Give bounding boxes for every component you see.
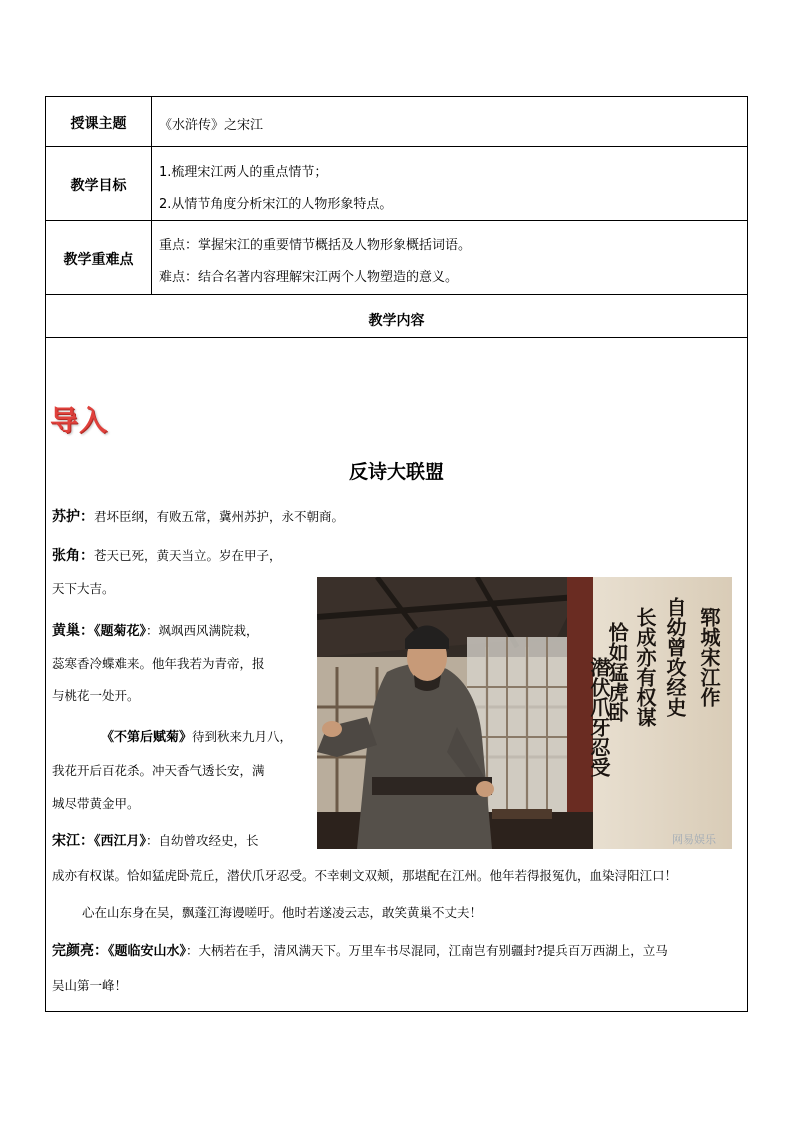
poem-title: 《西江月》: [94, 834, 147, 849]
poem-line: 成亦有权谋。恰如猛虎卧荒丘，潜伏爪牙忍受。不幸刺文双颊，那堪配在江州。他年若得报冤仇，血染浔阳江口！: [52, 868, 678, 883]
photo-watermark: 网易娱乐: [672, 833, 716, 846]
poem-suhu: [52, 509, 344, 525]
poem-text: ：自幼曾攻经史，长: [146, 833, 259, 848]
section-heading: 导入: [50, 404, 109, 437]
column-divider: [151, 97, 152, 294]
poem-text: 待到秋来九月八，: [192, 729, 293, 744]
lesson-table: [45, 96, 748, 1012]
poem-line: 我花开后百花杀。冲天香气透长安，满: [52, 763, 265, 778]
poem-title: 《不第后赋菊》: [101, 730, 193, 745]
calligraphy-column: 郓城宋江作: [697, 607, 721, 707]
poem-text: 君坏臣纲，有败五常，冀州苏护，永不朝商。: [94, 509, 345, 524]
author-name: 苏护：: [52, 509, 94, 525]
photo-illustration: [317, 577, 732, 849]
calligraphy-column: 自幼曾攻经史: [663, 597, 687, 717]
poem-title: 《题临安山水》: [108, 944, 187, 959]
goal-item-1: 1.梳理宋江两人的重点情节；: [159, 165, 328, 180]
goal-item-2: 2.从情节角度分析宋江的人物形象特点。: [159, 197, 393, 212]
key-points-label: 教学重难点: [63, 252, 134, 268]
poem-line: 天下大吉。: [52, 581, 115, 596]
difficult-point-item: 难点：结合名著内容理解宋江两个人物塑造的意义。: [159, 270, 459, 285]
calligraphy-column: 长成亦有权谋: [633, 607, 657, 727]
poem-text: ：大柄若在手，清风满天下。万里车书尽混同，江南岂有别疆封?提兵百万西湖上，立马: [186, 943, 668, 958]
calligraphy-column: 恰如猛虎卧: [605, 622, 629, 722]
row-divider: [46, 337, 747, 338]
topic-value: 《水浒传》之宋江: [159, 118, 264, 133]
poem-section-title: 反诗大联盟: [348, 461, 444, 483]
poem-line: 与桃花一处开。: [52, 688, 140, 703]
poem-wanyanliang: [52, 943, 668, 960]
author-name: 宋江：: [52, 833, 94, 849]
author-name: 张角：: [52, 548, 94, 564]
calligraphy-column: 潜伏爪牙忍受: [587, 657, 611, 777]
poem-huangchao-1: [52, 623, 259, 640]
poem-line: 心在山东身在吴，飘蓬江海谩嗟吁。他时若遂凌云志，敢笑黄巢不丈夫！: [82, 905, 483, 920]
author-name: 黄巢：: [52, 623, 94, 639]
author-name: 完颜亮：: [52, 943, 108, 959]
topic-label: 授课主题: [70, 116, 127, 132]
poem-line: 吴山第一峰！: [52, 978, 128, 993]
row-divider: [46, 294, 747, 295]
poem-line: 蕊寒香冷蝶难来。他年我若为青帝，报: [52, 656, 265, 671]
poem-huangchao-2: [101, 729, 292, 746]
poem-zhangjiao: [52, 548, 282, 564]
poem-text: 苍天已死，黄天当立。岁在甲子，: [94, 548, 282, 563]
poem-songjiang: [52, 833, 259, 850]
content-title: 教学内容: [368, 313, 425, 329]
poem-title: 《题菊花》: [94, 624, 147, 639]
song-jiang-photo: [317, 577, 732, 849]
key-point-item: 重点：掌握宋江的重要情节概括及人物形象概括词语。: [159, 238, 472, 253]
goals-label: 教学目标: [70, 178, 127, 194]
poem-text: ：飒飒西风满院栽，: [146, 623, 259, 638]
poem-line: 城尽带黄金甲。: [52, 796, 140, 811]
